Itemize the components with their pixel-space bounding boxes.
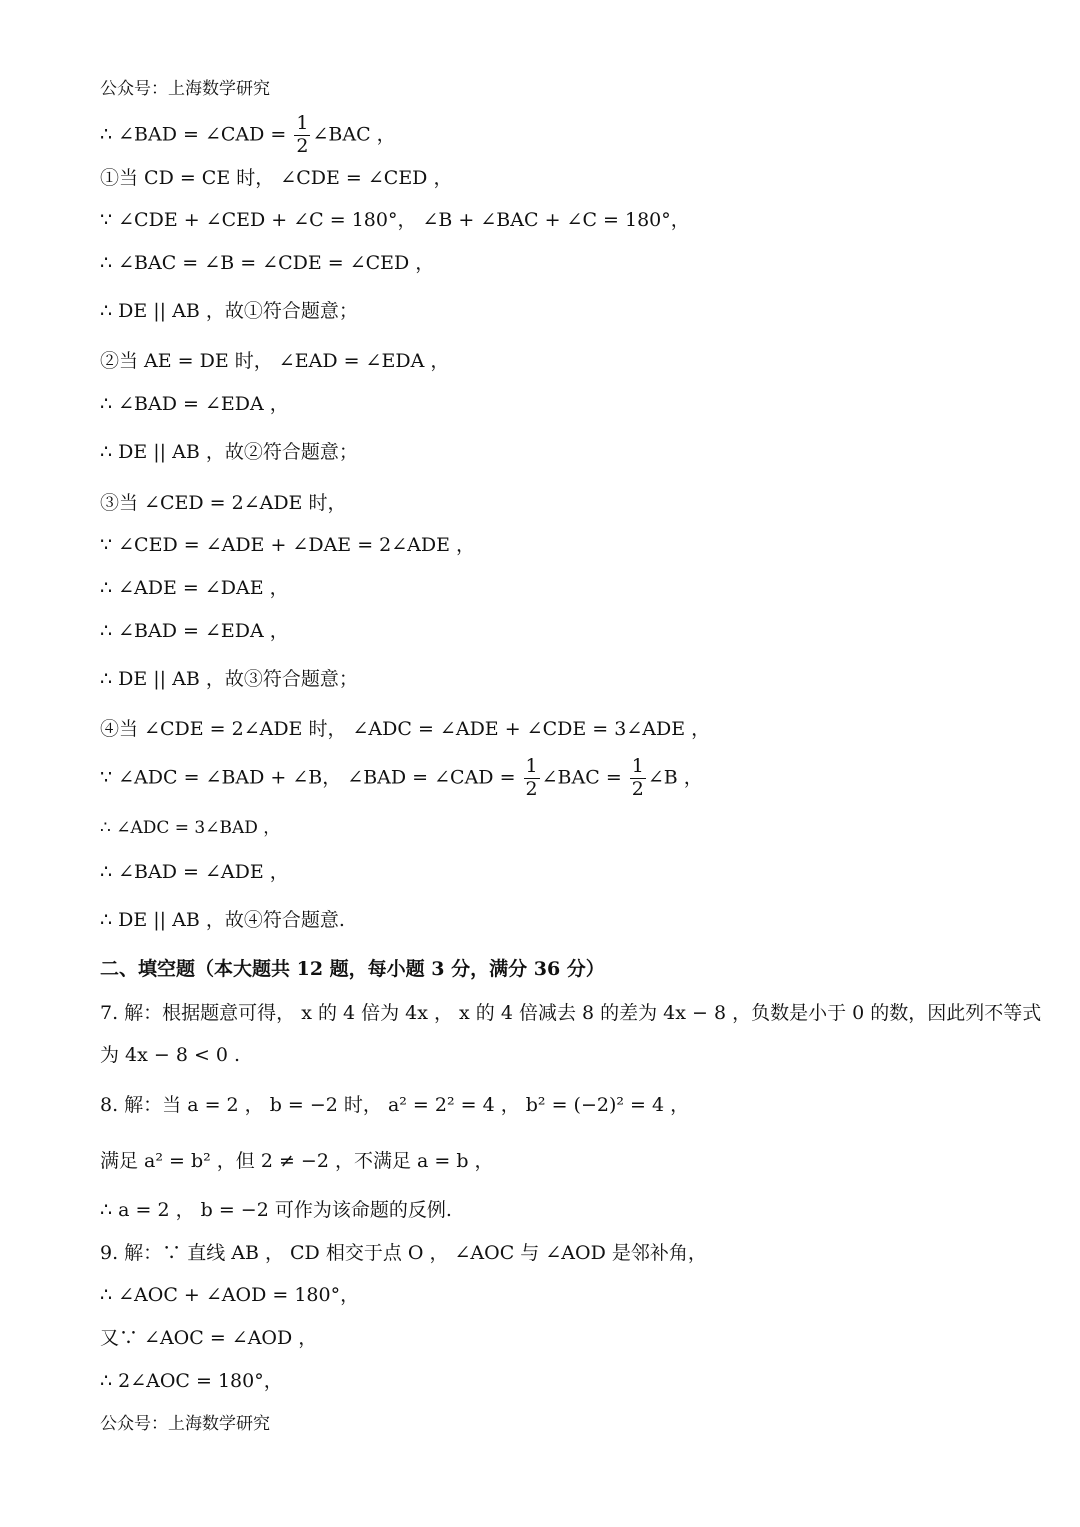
solution-line-27: ∴ 2∠AOC = 180°，	[100, 1370, 283, 1392]
fraction-numerator: 1	[525, 755, 538, 777]
fraction-denominator: 2	[631, 777, 644, 800]
solution-line-7: ∴ ∠BAD = ∠EDA ，	[100, 393, 289, 415]
fraction-denominator: 2	[296, 134, 309, 157]
solution-line-22: 满足 a² = b² ，但 2 ≠ −2 ，不满足 a = b ，	[100, 1150, 494, 1172]
fraction	[630, 756, 646, 801]
page-header: 公众号：上海数学研究	[100, 79, 270, 99]
solution-line-13: ∴ DE || AB ，故③符合题意；	[100, 668, 358, 690]
solution-line-4: ∴ ∠BAC = ∠B = ∠CDE = ∠CED ，	[100, 252, 435, 274]
solution-line-18: ∴ DE || AB ，故④符合题意.	[100, 909, 345, 931]
solution-line-3: ∵ ∠CDE + ∠CED + ∠C = 180°， ∠B + ∠BAC + ∠C = 180°，	[100, 209, 690, 231]
solution-line-11: ∴ ∠ADE = ∠DAE ，	[100, 577, 289, 599]
solution-line-5: ∴ DE || AB ，故①符合题意；	[100, 300, 358, 322]
solution-line-24: 9. 解：∵ 直线 AB ， CD 相交于点 O ， ∠AOC 与 ∠AOD 是邻补角，	[100, 1242, 707, 1264]
section-heading: 二、填空题（本大题共 12 题，每小题 3 分，满分 36 分）	[100, 958, 605, 980]
solution-line-2: ①当 CD = CE 时， ∠CDE = ∠CED ，	[100, 167, 453, 189]
fraction	[294, 113, 310, 158]
fraction-numerator: 1	[296, 112, 309, 134]
solution-line-26: 又∵ ∠AOC = ∠AOD ，	[100, 1327, 318, 1349]
solution-line-16: ∴ ∠ADC = 3∠BAD ，	[100, 818, 281, 838]
solution-line-21: 8. 解：当 a = 2 ， b = −2 时， a² = 2² = 4 ， b² = (−2)² = 4 ，	[100, 1094, 690, 1116]
math-text: ∠BAC ，	[312, 123, 396, 146]
solution-line-10: ∵ ∠CED = ∠ADE + ∠DAE = 2∠ADE ，	[100, 534, 476, 556]
math-text: ∵ ∠ADC = ∠BAD + ∠B， ∠BAD = ∠CAD =	[100, 766, 522, 789]
solution-line-8: ∴ DE || AB ，故②符合题意；	[100, 441, 358, 463]
solution-line-23: ∴ a = 2 ， b = −2 可作为该命题的反例.	[100, 1199, 452, 1221]
math-text: ∴ ∠BAD = ∠CAD =	[100, 123, 293, 146]
solution-line-25: ∴ ∠AOC + ∠AOD = 180°，	[100, 1284, 360, 1306]
solution-line-19: 7. 解：根据题意可得， x 的 4 倍为 4x ， x 的 4 倍减去 8 的差为 4x − 8 ，负数是小于 0 的数，因此列不等式	[100, 1002, 1042, 1024]
fraction-numerator: 1	[631, 755, 644, 777]
solution-line-15	[100, 756, 703, 801]
solution-line-6: ②当 AE = DE 时， ∠EAD = ∠EDA ，	[100, 350, 450, 372]
math-text: ∠BAC =	[541, 766, 628, 789]
solution-line-1	[100, 113, 396, 158]
math-text: ∠B ，	[647, 766, 703, 789]
solution-line-20: 为 4x − 8 < 0 .	[100, 1044, 241, 1066]
solution-line-12: ∴ ∠BAD = ∠EDA ，	[100, 620, 289, 642]
fraction	[524, 756, 540, 801]
solution-line-9: ③当 ∠CED = 2∠ADE 时，	[100, 492, 347, 514]
solution-line-14: ④当 ∠CDE = 2∠ADE 时， ∠ADC = ∠ADE + ∠CDE = 3∠ADE ，	[100, 718, 711, 740]
fraction-denominator: 2	[525, 777, 538, 800]
solution-line-17: ∴ ∠BAD = ∠ADE ，	[100, 861, 289, 883]
page-footer: 公众号：上海数学研究	[100, 1414, 270, 1434]
